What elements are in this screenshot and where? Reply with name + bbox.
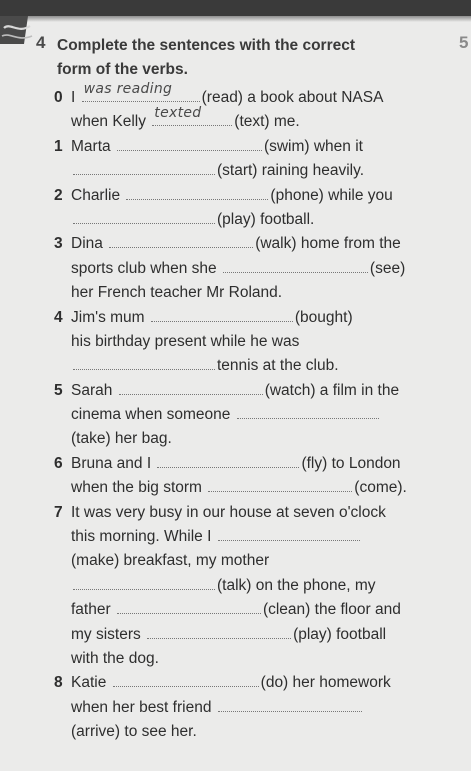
answer-blank[interactable]: [109, 232, 253, 248]
exercise-title-line: Complete the sentences with the correct: [57, 37, 356, 54]
sentence-text: sports club when she: [71, 259, 217, 277]
sentence-text: this morning. While I: [71, 528, 212, 546]
sentence-line: [0, 208, 471, 232]
sentence-line: [0, 135, 471, 159]
sentence-text: when her best friend: [71, 698, 212, 716]
answer-blank[interactable]: [73, 354, 215, 370]
sentence-line: [0, 574, 471, 598]
sentence-text: (talk) on the phone, my: [217, 576, 376, 594]
item-number: 2: [54, 186, 63, 204]
answer-blank[interactable]: [119, 379, 263, 395]
sentence-line: [0, 184, 471, 208]
sentence-text: Bruna and I: [71, 454, 152, 472]
exercise-item: [0, 501, 471, 672]
sentence-text: cinema when someone: [71, 406, 231, 424]
sentence-line: [0, 330, 471, 354]
item-number: 5: [54, 381, 63, 399]
answer-blank[interactable]: [223, 257, 368, 273]
sentence-line: [0, 306, 471, 330]
sentence-text: (bought): [294, 308, 353, 326]
sentence-text: (clean) the floor and: [262, 601, 401, 619]
sentence-text: Sarah: [71, 381, 113, 399]
sentence-line: [0, 720, 471, 744]
sentence-text: tennis at the club.: [217, 357, 339, 375]
exercise-item: [0, 306, 471, 379]
exercise-title-line: form of the verbs.: [57, 61, 188, 78]
item-number: 6: [54, 454, 63, 472]
sentence-text: (read) a book about NASA: [201, 89, 384, 106]
answer-blank[interactable]: [73, 208, 215, 224]
exercise-item: [0, 232, 471, 305]
sentence-text: (come).: [354, 479, 407, 497]
handwritten-answer: was reading: [83, 80, 173, 97]
exercise-item: [0, 184, 471, 233]
sentence-line: [0, 104, 471, 134]
sentence-line: [0, 427, 471, 451]
sentence-line: [0, 80, 471, 110]
sentence-text: Charlie: [71, 186, 121, 204]
sentence-line: [0, 257, 471, 281]
answer-blank[interactable]: [157, 452, 299, 468]
answer-blank[interactable]: [237, 403, 379, 419]
sentence-line: [0, 281, 471, 305]
answer-blank[interactable]: [126, 184, 268, 200]
sentence-line: [0, 403, 471, 427]
sentence-text: (play) football.: [217, 210, 315, 228]
answer-blank[interactable]: [73, 574, 215, 590]
answer-blank[interactable]: [73, 159, 215, 175]
sentence-line: [0, 549, 471, 573]
exercise-item: [0, 135, 471, 184]
sentence-text: Jim's mum: [71, 308, 145, 326]
answer-blank[interactable]: [152, 104, 232, 126]
sentence-text: (watch) a film in the: [264, 381, 400, 399]
item-number: 0: [54, 89, 63, 106]
sentence-line: [0, 159, 471, 183]
answer-blank[interactable]: [117, 135, 262, 151]
sentence-line: [0, 354, 471, 378]
sentence-text: (make) breakfast, my mother: [71, 552, 270, 570]
page-number: 5: [459, 33, 469, 52]
top-edge-bar: [0, 0, 471, 16]
sentence-text: father: [71, 601, 111, 619]
sentence-line: [0, 696, 471, 720]
item-number: 7: [54, 503, 63, 521]
sentence-text: (text) me.: [234, 113, 300, 131]
answer-blank[interactable]: [117, 598, 261, 614]
sentence-text: when Kelly: [71, 113, 146, 131]
sentence-line: [0, 623, 471, 647]
exercise-item: [0, 452, 471, 501]
sentence-line: [0, 379, 471, 403]
item-number: 4: [54, 308, 63, 326]
sentence-text: (take) her bag.: [71, 430, 172, 448]
sentence-text: It was very busy in our house at seven o'clock: [71, 503, 386, 521]
handwritten-answer: texted: [154, 104, 202, 121]
answer-blank[interactable]: [82, 80, 200, 102]
sentence-text: (see): [369, 259, 406, 277]
sentence-text: (phone) while you: [270, 186, 393, 204]
sentence-text: his birthday present while he was: [71, 332, 300, 350]
sentence-text: I: [71, 89, 76, 106]
sentence-text: Marta: [71, 137, 111, 155]
sentence-line: [0, 598, 471, 622]
sentence-line: [0, 452, 471, 476]
answer-blank[interactable]: [113, 671, 259, 687]
sentence-line: [0, 671, 471, 695]
exercise-item: [0, 80, 471, 135]
sentence-text: (fly) to London: [301, 454, 401, 472]
answer-blank[interactable]: [147, 623, 291, 639]
exercise-item: [0, 379, 471, 452]
item-number: 1: [54, 137, 63, 155]
sentence-text: Katie: [71, 674, 107, 692]
sentence-line: [0, 501, 471, 525]
sentence-text: (swim) when it: [263, 137, 363, 155]
sentence-line: [0, 476, 471, 500]
answer-blank[interactable]: [151, 306, 293, 322]
sentence-line: [0, 525, 471, 549]
corner-decoration-icon: [0, 14, 40, 48]
top-edge-shadow: [0, 16, 471, 22]
exercise-number: 4: [36, 33, 46, 52]
sentence-text: when the big storm: [71, 479, 202, 497]
sentence-text: (do) her homework: [260, 674, 391, 692]
sentence-text: my sisters: [71, 625, 141, 643]
answer-blank[interactable]: [218, 696, 362, 712]
sentence-text: (arrive) to see her.: [71, 723, 197, 741]
sentence-line: [0, 647, 471, 671]
answer-blank[interactable]: [218, 525, 360, 541]
item-number: 8: [54, 674, 63, 692]
sentence-text: (start) raining heavily.: [217, 162, 365, 180]
sentence-text: (play) football: [293, 625, 387, 643]
exercise-title: [57, 34, 417, 82]
sentence-text: with the dog.: [71, 649, 159, 667]
exercise-item: [0, 671, 471, 744]
item-number: 3: [54, 235, 63, 253]
sentence-text: (walk) home from the: [255, 235, 401, 253]
sentence-text: Dina: [71, 235, 103, 253]
sentence-line: [0, 232, 471, 256]
answer-blank[interactable]: [208, 476, 352, 492]
sentence-text: her French teacher Mr Roland.: [71, 284, 283, 302]
exercise-items: [0, 80, 471, 745]
